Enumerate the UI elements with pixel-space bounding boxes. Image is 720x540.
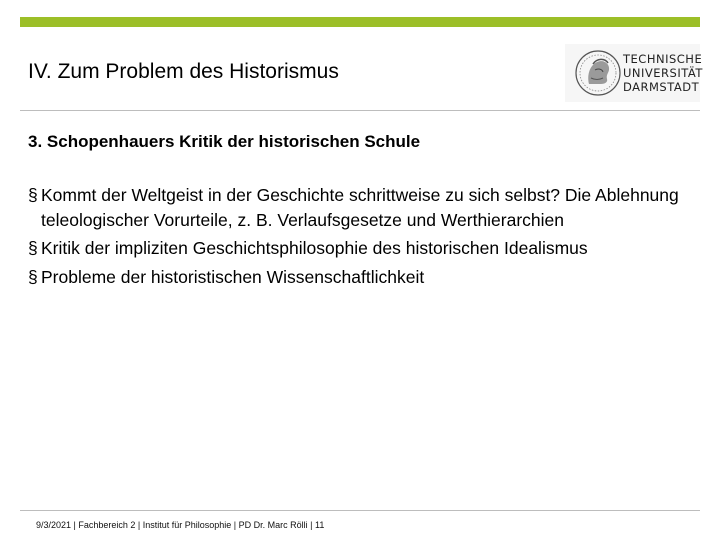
logo-line-2: UNIVERSITÄT xyxy=(623,66,703,80)
logo-line-1: TECHNISCHE xyxy=(623,52,703,66)
logo-wordmark xyxy=(623,52,703,94)
logo-line-3: DARMSTADT xyxy=(623,80,700,94)
university-logo xyxy=(565,44,703,102)
bullet-mark: § xyxy=(28,266,38,287)
slide-title: IV. Zum Problem des Historismus xyxy=(28,60,339,83)
bullet-list xyxy=(28,183,693,293)
footer-text: 9/3/2021 | Fachbereich 2 | Institut für Philosophie | PD Dr. Marc Rölli | 11 xyxy=(36,520,325,530)
bullet-mark: § xyxy=(28,185,38,205)
bullet-text: Probleme der historistischen Wissenschaftlichkeit xyxy=(41,266,425,287)
header-accent-bar xyxy=(20,17,700,27)
bullet-mark: § xyxy=(28,238,38,258)
bullet-text: Kommt der Weltgeist in der Geschichte schrittweise zu sich selbst? Die Ablehnung teleologischer Vorurteile, z. B. Verlaufsgesetze und Werthierarchien xyxy=(41,185,679,230)
section-subtitle: 3. Schopenhauers Kritik der historischen Schule xyxy=(28,132,421,151)
bullet-item xyxy=(28,183,693,232)
bullet-text: Kritik der impliziten Geschichtsphilosophie des historischen Idealismus xyxy=(41,238,588,258)
header-divider xyxy=(20,110,700,111)
bullet-item xyxy=(28,265,693,290)
footer-divider xyxy=(20,510,700,511)
bullet-item xyxy=(28,236,693,261)
athena-seal-icon xyxy=(573,48,623,98)
